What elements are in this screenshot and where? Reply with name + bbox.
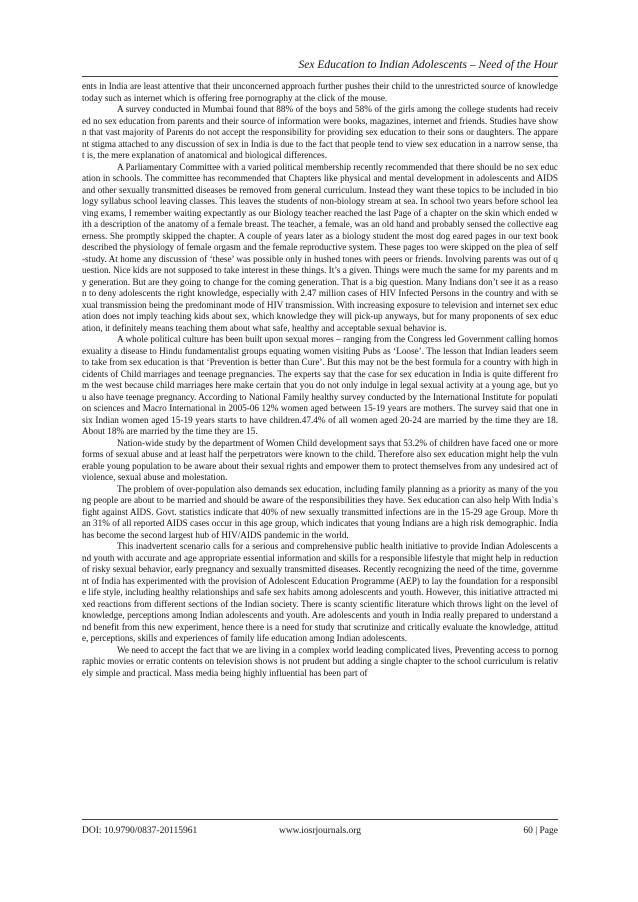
article-body [82,81,558,679]
footer-doi: DOI: 10.9790/0837-20115961 [82,826,198,836]
header-rule [82,76,558,77]
footer-page-number: 60 | Page [523,826,558,836]
footer-rule [82,819,558,820]
paragraph-continuation: ents in India are least attentive that their unconcerned approach further pushes their child to the unrestricted source of knowledge today such as internet which is offering free pornography at the click of the mouse. [82,81,558,103]
page-footer [82,824,558,838]
running-header-title: Sex Education to Indian Adolescents – Need of the Hour [298,59,558,71]
paragraph-nationwide-study: Nation-wide study by the department of Women Child development says that 53.2% of children have faced one or more forms of sexual abuse and at least half the perpetrators were known to the child. Therefore also sex education might help the vulnerable young population to be aware about their sexual rights and empower them to protect themselves from any undesired act of violence, sexual abuse and molestation. [82,437,558,482]
paragraph-political-culture: A whole political culture has been built upon sexual mores – ranging from the Congress led Government calling homosexuality a disease to Hindu fundamentalist groups equating women visiting Pubs as ‘Loose’. The lesson that Indian leaders seem to take from sex education is that ‘Prevention is better than Cure’. But this may not be the best formula for a country with high incidents of Child marriages and teenage pregnancies. The experts say that the case for sex education in India is quite different from the west because child marriages here make certain that you do not only indulge in legal sexual activity at a young age, but you also have teenage pregnancy. According to National Family healthy survey conducted by the International Institute for population sciences and Macro International in 2005-06 12% women aged between 15-19 years are mothers. The survey said that one in six Indian women aged 15-19 years starts to have children.47.4% of all women aged 20-24 are married by the time they are 18. About 18% are married by the time they are 15. [82,334,558,436]
paragraph-public-health-initiative: This inadvertent scenario calls for a serious and comprehensive public health initiative to provide Indian Adolescents and youth with accurate and age appropriate essential information and skills for a responsible lifestyle that might help in reduction of risky sexual behavior, early pregnancy and sexually transmitted diseases. Recently recognizing the need of the time, government of India has experimented with the provision of Adolescent Education Programme (AEP) to lay the foundation for a responsible life style, including healthy relationships and safe sex habits among adolescents and youth. However, this initiative attracted mixed reactions from different sections of the Indian society. There is scanty scientific literature which throws light on the level of knowledge, perceptions among Indian adolescents and youth. Are adolescents and youth in India really prepared to understand and benefit from this new experiment, hence there is a need for study that scrutinize and critically evaluate the knowledge, attitude, perceptions, skills and experiences of family life education among Indian adolescents. [82,541,558,643]
paragraph-complex-world: We need to accept the fact that we are living in a complex world leading complicated lives, Preventing access to pornographic movies or erratic contents on television shows is not prudent but adding a single chapter to the school curriculum is relatively simple and practical. Mass media being highly influential has been part of [82,644,558,678]
paragraph-over-population: The problem of over-population also demands sex education, including family planning as a priority as many of the young people are about to be married and should be aware of the responsibilities they have. Sex education can also help With India`s fight against AIDS. Govt. statistics indicate that 40% of new sexually transmitted infections are in the 15-29 age Group. More than 31% of all reported AIDS cases occur in this age group, which indicates that young Indians are a high risk demographic. India has become the second largest hub of HIV/AIDS pandemic in the world. [82,483,558,540]
paragraph-parliamentary-committee: A Parliamentary Committee with a varied political membership recently recommended that there should be no sex education in schools. The committee has recommended that Chapters like physical and mental development in adolescents and AIDS and other sexually transmitted diseases be removed from general curriculum. Instead they want these topics to be included in biology syllabus school leaving classes. This leaves the students of non-biology stream at sea. In school two years before school leaving exams, I remember waiting expectantly as our Biology teacher reached the last Page of a chapter on the skin which ended with a description of the anatomy of a female breast. The teacher, a female, was an old hand and probably sensed the collective eagerness. She promptly skipped the chapter. A couple of years later as a biology student the most dog eared pages in our text book described the physiology of female orgasm and the female reproductive system. These pages too were skipped on the plea of self-study. At home any discussion of ‘these’ was possible only in hushed tones with peers or friends. Involving parents was out of question. Nice kids are not supposed to take interest in these things. It’s a given. Things were much the same for my parents and my generation. But are they going to change for the coming generation. That is a big question. Many Indians don’t see it as a reason to deny adolescents the right knowledge, especially with 2.47 million cases of HIV Infected Persons in the country and with sexual transmission being the predominant mode of HIV transmission. With increasing exposure to television and internet sex education does not imply teaching kids about sex, which knowledge they will pick-up anyways, but for many proponents of sex education, it definitely means teaching them about what safe, healthy and acceptable sexual behavior is. [82,161,558,333]
footer-website: www.iosrjournals.org [278,826,362,836]
paragraph-mumbai-survey: A survey conducted in Mumbai found that 88% of the boys and 58% of the girls among the college students had received no sex education from parents and their source of information were books, magazines, internet and friends. Studies have shown that vast majority of Parents do not accept the responsibility for providing sex education to their sons or daughters. The apparent stigma attached to any discussion of sex in India is due to the fact that people tend to view sex education in a narrow sense, that is, the mere explanation of anatomical and biological differences. [82,104,558,160]
